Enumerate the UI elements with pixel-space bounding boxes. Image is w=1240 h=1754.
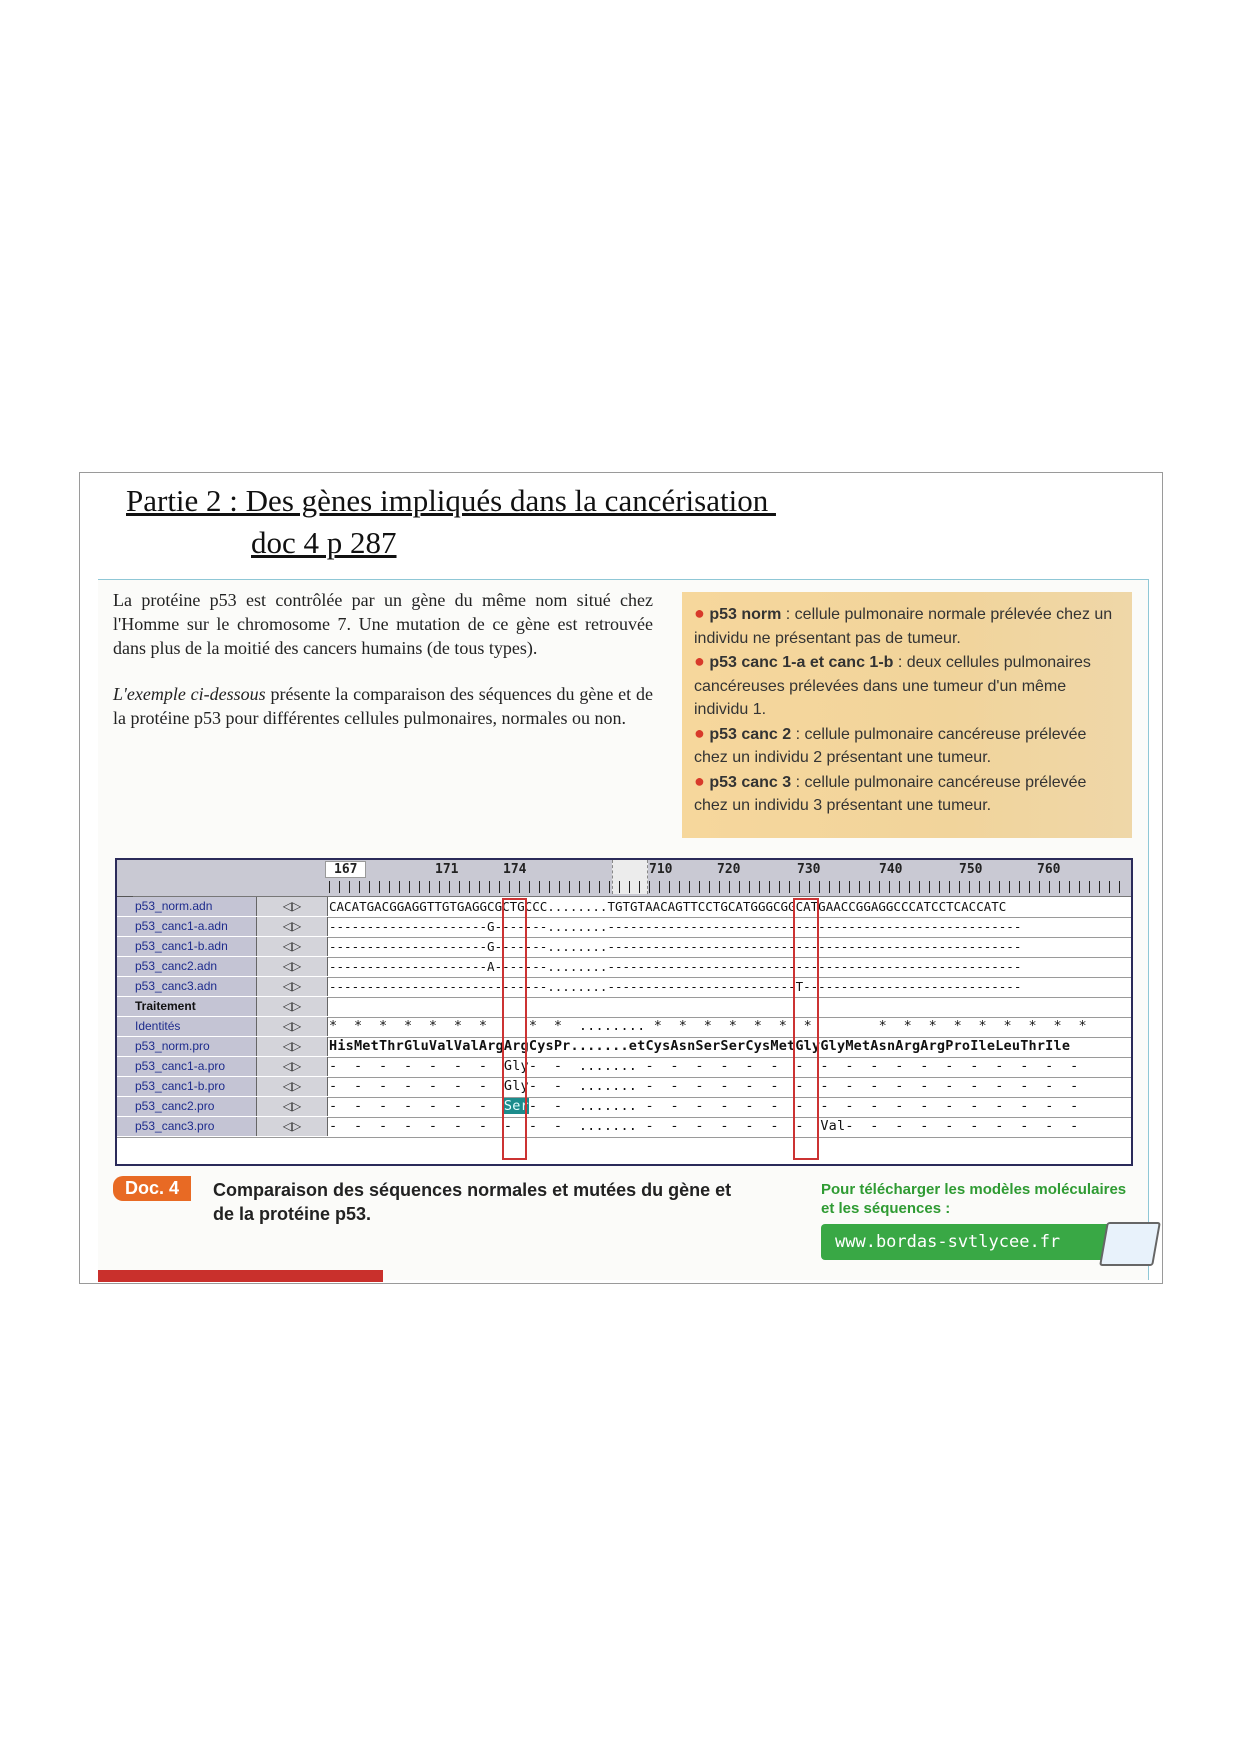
monitor-icon — [1099, 1222, 1161, 1266]
legend-item-canc2 — [694, 722, 1120, 770]
legend-desc: : cellule pulmonaire normale prélevée chez un individu ne présentant pas de tumeur. — [694, 606, 1113, 647]
protein-sequence — [329, 1097, 1129, 1116]
seq-label[interactable]: p53_norm.pro — [117, 1037, 257, 1056]
identity-markers: * * * * * * * * * ........ * * * * * * * * * * * * * * * * — [329, 1018, 1087, 1034]
ruler-label-710: 710 — [649, 862, 673, 877]
seq-row — [117, 1037, 1131, 1058]
ruler-label-760: 760 — [1037, 862, 1061, 877]
seq-row — [117, 1077, 1131, 1098]
seq-row — [117, 1057, 1131, 1078]
seq-row — [117, 1017, 1131, 1038]
ruler-label-174: 174 — [503, 862, 527, 877]
intro-paragraph-2-rest: présente la comparaison des séquences du gène et de la protéine p53 pour différentes cellules pulmonaires, normales ou non. — [113, 684, 653, 728]
seq-row — [117, 917, 1131, 938]
seq-label[interactable]: p53_canc2.adn — [117, 957, 257, 976]
legend-item-canc1 — [694, 650, 1120, 722]
protein-sequence: - - - - - - - Gly- - ....... - - - - - - - - - - - - - - - - - - — [329, 1078, 1079, 1094]
page-subtitle: doc 4 p 287 — [251, 525, 397, 560]
next-section-bar — [98, 1270, 383, 1282]
intro-text — [113, 588, 653, 752]
caption-text: Comparaison des séquences normales et mutées du gène et de la protéine p53. — [213, 1180, 732, 1224]
legend-term: p53 canc 2 — [709, 725, 792, 743]
seq-label[interactable]: p53_canc1-a.adn — [117, 917, 257, 936]
ruler-label-730: 730 — [797, 862, 821, 877]
scroll-arrows-icon[interactable]: ◁▷ — [257, 1017, 328, 1036]
document-frame — [79, 472, 1163, 1284]
bullet-icon: ● — [694, 770, 705, 791]
seq-row — [117, 1097, 1131, 1118]
legend-item-norm — [694, 602, 1120, 650]
mutation-highlight: Ser — [503, 1098, 529, 1114]
seq-row — [117, 897, 1131, 918]
legend-desc: : cellule pulmonaire cancéreuse prélevée chez un individu 3 présentant une tumeur. — [694, 773, 1087, 814]
scroll-arrows-icon[interactable]: ◁▷ — [257, 1077, 328, 1096]
seq-label[interactable]: p53_canc1-b.pro — [117, 1077, 257, 1096]
seq-label[interactable]: p53_norm.adn — [117, 897, 257, 916]
intro-paragraph-1: La protéine p53 est contrôlée par un gène du même nom situé chez l'Homme sur le chromosome 7. Une mutation de ce gène est retrouvée dans plus de la moitié des cancers humains (de tous types). — [113, 590, 653, 658]
scroll-arrows-icon[interactable]: ◁▷ — [257, 1097, 328, 1116]
legend-term: p53 norm — [709, 606, 782, 623]
legend-term: p53 canc 1-a et canc 1-b — [709, 654, 894, 671]
scroll-arrows-icon[interactable]: ◁▷ — [257, 1057, 328, 1076]
bullet-icon: ● — [694, 722, 705, 743]
dna-sequence: ---------------------G-------........------------------------------------------------------- — [329, 939, 1022, 954]
position-ruler — [117, 860, 1131, 897]
download-text: Pour télécharger les modèles moléculaires et les séquences : — [821, 1181, 1127, 1217]
protein-sequence: HisMetThrGluValValArgArgCysPr.......etCysAsnSerSerCysMetGlyGlyMetAsnArgArgProIleLeuThrIle — [329, 1038, 1071, 1054]
download-link[interactable]: www.bordas-svtlycee.fr — [821, 1224, 1111, 1260]
seq-post: - - ....... - - - - - - - - - - - - - - - - - - — [528, 1098, 1079, 1114]
intro-emphasis: L'exemple ci-dessous — [113, 684, 266, 704]
legend-desc: : cellule pulmonaire cancéreuse prélevée chez un individu 2 présentant une tumeur. — [694, 725, 1087, 766]
dna-sequence: CACATGACGGAGGTTGTGAGGCGCTGCCC........TGTGTAACAGTTCCTGCATGGGCGGCATGAACCGGAGGCCCATCCTCACCATC — [329, 899, 1007, 914]
ruler-label-720: 720 — [717, 862, 741, 877]
textbook-document — [98, 579, 1149, 1280]
scroll-arrows-icon[interactable]: ◁▷ — [257, 997, 328, 1016]
mutation-frame-codon-730 — [793, 898, 819, 1160]
ruler-ticks — [329, 881, 1129, 893]
seq-label[interactable]: p53_canc1-b.adn — [117, 937, 257, 956]
seq-label[interactable]: p53_canc3.adn — [117, 977, 257, 996]
bullet-icon: ● — [694, 603, 705, 623]
scroll-arrows-icon[interactable]: ◁▷ — [257, 937, 328, 956]
protein-sequence: - - - - - - - - - - ....... - - - - - - - Val- - - - - - - - - - — [329, 1118, 1079, 1134]
page-title: Partie 2 : Des gènes impliqués dans la cancérisation — [126, 483, 776, 518]
ruler-label-750: 750 — [959, 862, 983, 877]
ruler-label-167: 167 — [325, 861, 366, 878]
legend-term: p53 canc 3 — [709, 773, 792, 791]
intro-paragraph-2 — [113, 682, 653, 730]
dna-sequence: ---------------------A-------........------------------------------------------------------- — [329, 959, 1022, 974]
scroll-arrows-icon[interactable]: ◁▷ — [257, 1037, 328, 1056]
legend-item-canc3 — [694, 770, 1120, 818]
legend-desc: : deux cellules pulmonaires cancéreuses prélevées dans une tumeur d'un même individu 1. — [694, 654, 1091, 718]
ruler-label-740: 740 — [879, 862, 903, 877]
sequence-alignment-window — [115, 858, 1133, 1166]
scroll-arrows-icon[interactable]: ◁▷ — [257, 897, 328, 916]
legend-box — [682, 592, 1132, 838]
seq-label[interactable]: p53_canc1-a.pro — [117, 1057, 257, 1076]
doc-badge: Doc. 4 — [113, 1176, 191, 1201]
seq-row — [117, 977, 1131, 998]
scroll-arrows-icon[interactable]: ◁▷ — [257, 957, 328, 976]
seq-label[interactable]: p53_canc3.pro — [117, 1117, 257, 1136]
dna-sequence: ---------------------G-------........------------------------------------------------------- — [329, 919, 1022, 934]
seq-label[interactable]: Identités — [117, 1017, 257, 1036]
download-block — [821, 1180, 1141, 1260]
treatment-sequence — [329, 997, 1129, 1016]
scroll-arrows-icon[interactable]: ◁▷ — [257, 917, 328, 936]
seq-row — [117, 1117, 1131, 1138]
scroll-arrows-icon[interactable]: ◁▷ — [257, 1117, 328, 1136]
seq-row — [117, 937, 1131, 958]
scroll-arrows-icon[interactable]: ◁▷ — [257, 977, 328, 996]
seq-pre: - - - - - - - — [329, 1098, 504, 1114]
seq-row — [117, 997, 1131, 1018]
dna-sequence: -----------------------------........-------------------------T----------------------------- — [329, 979, 1022, 994]
bullet-icon: ● — [694, 651, 705, 671]
ruler-label-171: 171 — [435, 862, 459, 877]
seq-label[interactable]: p53_canc2.pro — [117, 1097, 257, 1116]
seq-row — [117, 957, 1131, 978]
protein-sequence: - - - - - - - Gly- - ....... - - - - - - - - - - - - - - - - - - — [329, 1058, 1079, 1074]
mutation-frame-codon-174 — [502, 898, 527, 1160]
seq-label[interactable]: Traitement — [117, 997, 257, 1016]
